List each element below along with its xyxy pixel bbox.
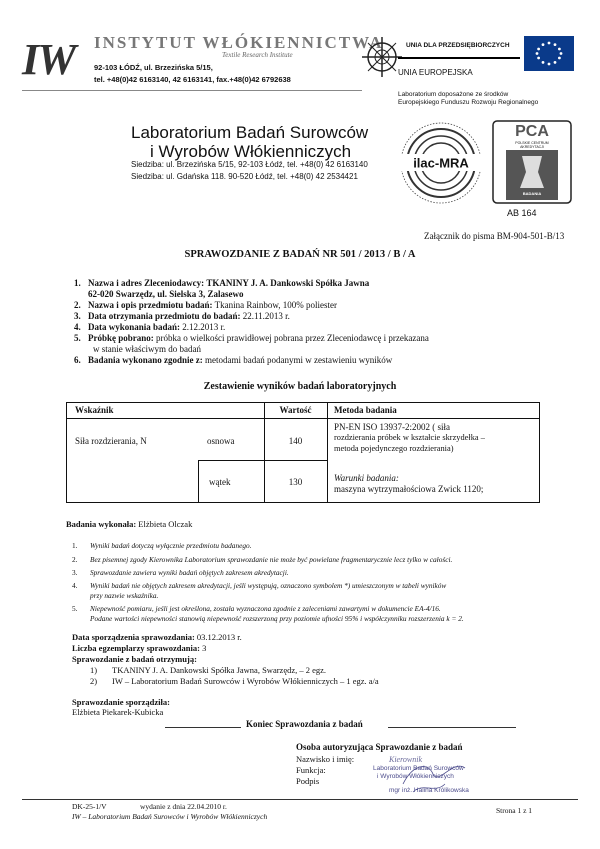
lab-title: Laboratorium Badań Surowców — [131, 123, 369, 142]
footnote-cont: Podane wartości niepewności stanowią niepewność rozszerzoną przy poziomie ufności 95% i współczynniku rozszerzenia k = 2. — [90, 614, 464, 623]
table-header-method: Metoda badania — [334, 405, 397, 415]
institute-name: INSTYTUT WŁÓKIENNICTWA — [94, 33, 384, 52]
table-direction-warp: osnowa — [207, 436, 235, 446]
name-label: Nazwisko i imię: — [296, 754, 355, 764]
institute-address: 92-103 ŁÓDŹ, ul. Brzezińska 5/15, — [94, 63, 213, 72]
footnote-cont: przy nazwie wskaźnika. — [90, 591, 159, 600]
function-label: Funkcja: — [296, 765, 326, 775]
end-rule-left — [165, 727, 241, 728]
summary-title: Zestawienie wyników badań laboratoryjnych — [203, 381, 397, 392]
signature-icon — [373, 754, 473, 798]
table-header-value: Wartość — [279, 405, 312, 415]
page-number: Strona 1 z 1 — [496, 806, 533, 815]
report-title: SPRAWOZDANIE Z BADAŃ NR 501 / 2013 / B / A — [184, 249, 416, 260]
lab-title-2: i Wyrobów Włókienniczych — [150, 142, 352, 161]
report-date: Data sporządzenia sprawozdania: 03.12.2013 r. — [72, 632, 242, 642]
institute-subtitle: Textile Research Institute — [222, 51, 293, 59]
info-item-sampling: 5. Próbkę pobrano: próbka o wielkości prawidłowej pobrana przez Zleceniodawcę i przekazana — [74, 333, 429, 343]
authorized-label: Osoba autoryzująca Sprawozdanie z badań — [296, 742, 463, 752]
pca-accreditation-logo — [492, 120, 572, 204]
info-item-client: 1. Nazwa i adres Zleceniodawcy: TKANINY J. A. Dankowski Spółka Jawna — [74, 278, 370, 288]
footer-lab-name: IW – Laboratorium Badań Surowców i Wyrobów Włókienniczych — [72, 812, 268, 821]
footnote: 3. Sprawozdanie zawiera wyniki badań objętych zakresem akredytacji. — [72, 568, 289, 577]
prepared-by: Elżbieta Piekarek-Kubicka — [72, 707, 164, 717]
form-code: DK-25-1/V — [72, 802, 107, 811]
table-divider — [67, 418, 539, 419]
footnote: 1. Wyniki badań dotyczą wyłącznie przedmiotu badanego. — [72, 541, 252, 550]
stamp-line: mgr inż. Halina Królikowska — [389, 787, 469, 794]
table-conditions-label: Warunki badania: — [334, 473, 399, 483]
stamp-line: Laboratorium Badań Surowców — [373, 765, 464, 772]
recipients-label: Sprawozdanie z badań otrzymują: — [72, 654, 197, 664]
info-item-test-date: 4. Data wykonania badań: 2.12.2013 r. — [74, 322, 226, 332]
recipient-item: 2) IW – Laboratorium Badań Surowców i Wyrobów Włókienniczych – 1 egz. a/a — [90, 676, 379, 686]
accreditation-number: AB 164 — [507, 208, 537, 218]
info-item-sampling-cont: w stanie właściwym do badań — [93, 344, 201, 354]
institute-phone: tel. +48(0)42 6163140, 42 6163141, fax.+48(0)42 6792638 — [94, 75, 291, 84]
table-value-warp: 140 — [288, 436, 303, 446]
header-divider — [22, 90, 362, 91]
results-table — [66, 402, 540, 503]
table-conditions-value: maszyna wytrzymałościowa Zwick 1120; — [334, 484, 484, 494]
info-item-methods: 6. Badania wykonano zgodnie z: metodami badań podanymi w zestawieniu wyników — [74, 355, 393, 365]
pca-badania: BADANIA — [522, 191, 542, 196]
end-of-report: Koniec Sprawozdania z badań — [246, 719, 363, 729]
lab-address-2: Siedziba: ul. Gdańska 118. 90-520 Łódź, tel. +48(0) 42 2534421 — [131, 172, 358, 181]
attachment-reference: Załącznik do pisma BM-904-501-B/13 — [424, 231, 565, 241]
copies-count: Liczba egzemplarzy sprawozdania: 3 — [72, 643, 207, 653]
pca-subtitle: POLSKIE CENTRUM — [515, 141, 549, 145]
institute-logo: IW — [22, 35, 75, 84]
table-header-indicator: Wskaźnik — [75, 405, 114, 415]
recipient-item: 1) TKANINY J. A. Dankowski Spółka Jawna, Swarzędz, – 2 egz. — [90, 665, 327, 675]
footnote: 4. Wyniki badań nie objętych zakresem akredytacji, jeśli występują, oznaczono symbolem *) umieszczonym w tabeli wyników — [72, 581, 447, 590]
table-method-line: rozdzierania próbek w kształcie skrzydełka – — [334, 433, 485, 442]
table-indicator: Siła rozdzierania, N — [75, 436, 147, 446]
form-edition: wydanie z dnia 22.04.2010 r. — [140, 802, 227, 811]
stamp-line: Kierownik — [389, 755, 423, 764]
eu-funding-note: Laboratorium doposażone ze środków — [398, 91, 509, 98]
info-item-received-date: 3. Data otrzymania przedmiotu do badań: 22.11.2013 r. — [74, 311, 290, 321]
table-value-weft: 130 — [288, 477, 303, 487]
end-rule-right — [388, 727, 516, 728]
info-item-client-address: 62-020 Swarzędz, ul. Sielska 3, Zalasewo — [88, 289, 244, 299]
authorization-stamp — [355, 755, 475, 810]
table-method-line: metoda pojedynczego rozdzierania) — [334, 444, 454, 453]
stamp-line: i Wyrobów Włókienniczych — [377, 773, 454, 780]
ilac-label: ilac-MRA — [413, 155, 469, 171]
performed-by: Badania wykonała: Elżbieta Olczak — [66, 519, 193, 529]
prepared-by-label: Sprawozdanie sporządziła: — [72, 697, 170, 707]
info-item-subject: 2. Nazwa i opis przedmiotu badań: Tkanina Rainbow, 100% poliester — [74, 300, 337, 310]
table-divider — [198, 460, 199, 502]
eu-name: UNIA EUROPEJSKA — [398, 68, 473, 77]
ue-slogan: UNIA DLA PRZEDSIĘBIORCZYCH — [406, 42, 510, 49]
pca-subtitle-2: AKREDYTACJI — [520, 145, 544, 149]
eu-funding-note-2: Europejskiego Funduszu Rozwoju Regionalnego — [398, 99, 539, 106]
table-direction-weft: wątek — [209, 477, 231, 487]
ilac-mra-logo-icon — [398, 120, 484, 206]
table-divider — [198, 460, 327, 461]
signature-label: Podpis — [296, 776, 320, 786]
ue-divider — [398, 57, 520, 59]
footnote: 2. Bez pisemnej zgody Kierownika Laboratorium sprawozdanie nie może być powielane fragmentarycznie lecz tylko w całości. — [72, 555, 453, 564]
lab-address: Siedziba: ul. Brzezińska 5/15, 92-103 Łódź, tel. +48(0) 42 6163140 — [131, 160, 368, 169]
pca-label: PCA — [515, 123, 549, 140]
table-method-line: PN-EN ISO 13937-2:2002 ( siła — [334, 422, 450, 432]
footnote: 5. Niepewność pomiaru, jeśli jest określona, została wyznaczona zgodnie z zaleceniami zawartymi w dokumencie EA-4/16. — [72, 604, 441, 613]
eu-flag-icon — [524, 36, 574, 71]
footer-divider — [22, 799, 578, 800]
